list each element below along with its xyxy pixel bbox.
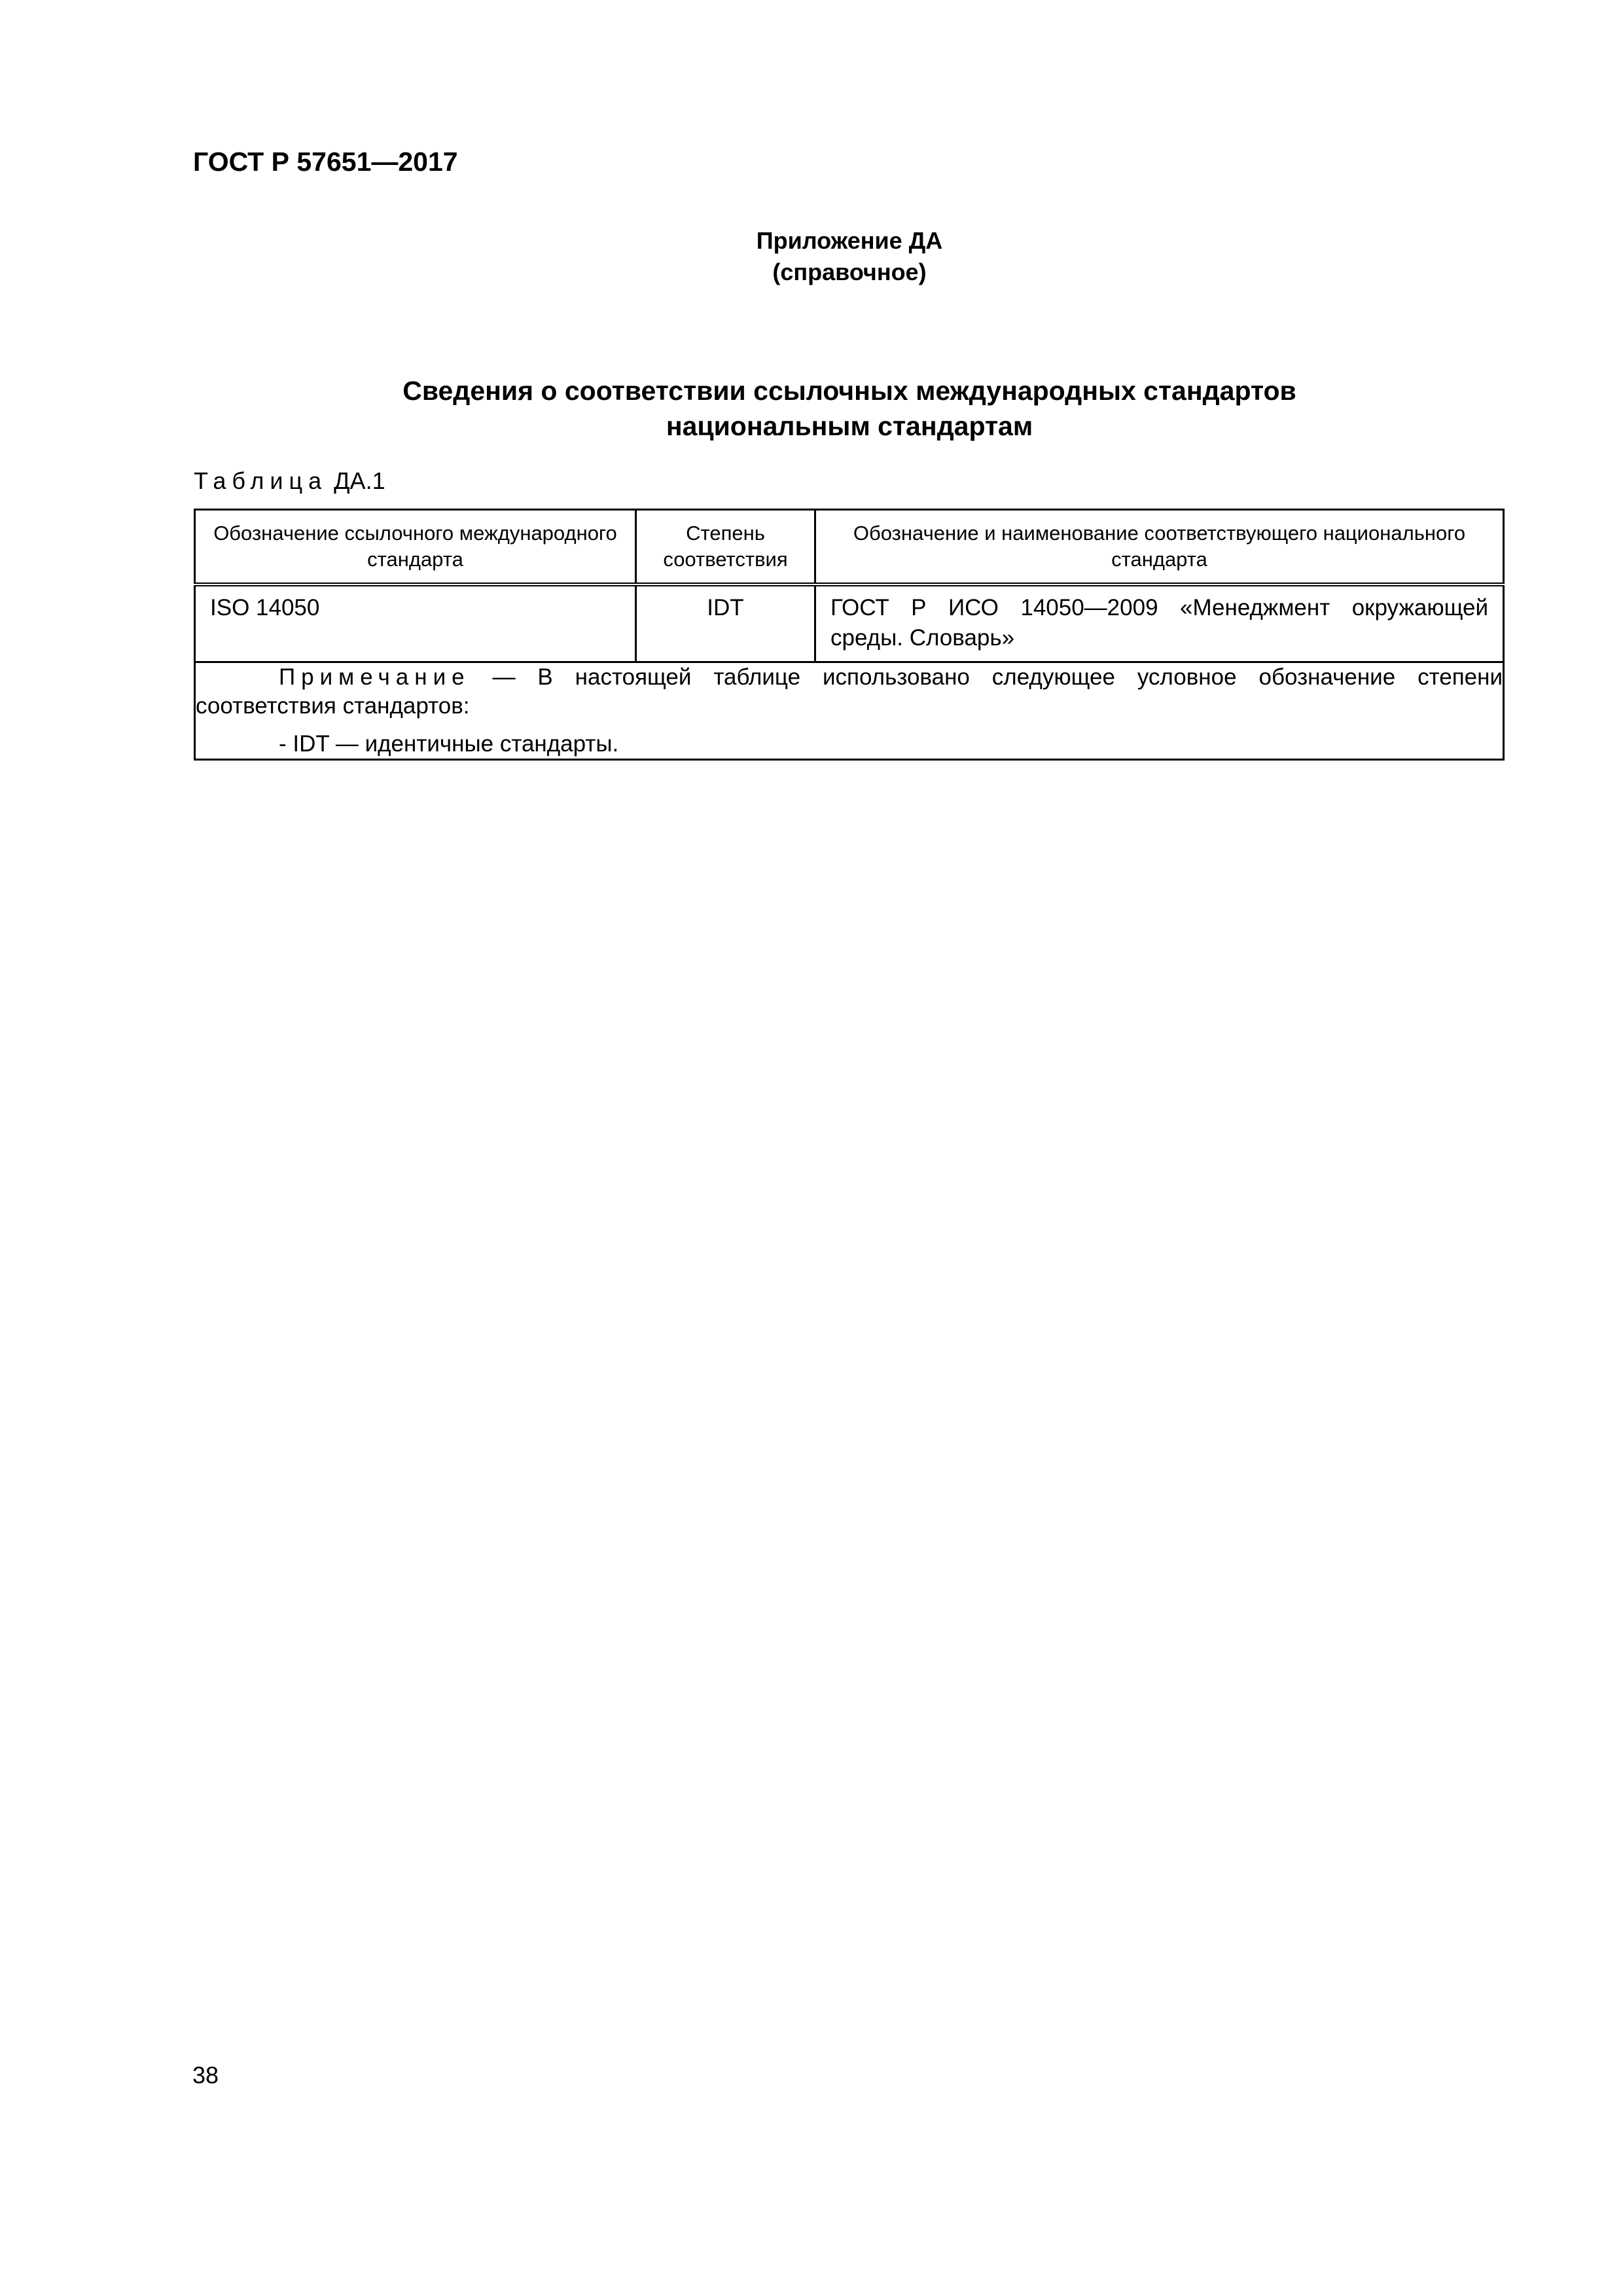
document-code: ГОСТ Р 57651—2017 — [193, 147, 458, 177]
appendix-heading — [0, 225, 1623, 288]
table-caption-word: Таблица — [194, 467, 328, 494]
appendix-title: Приложение ДА — [756, 227, 943, 254]
column-header-international: Обозначение ссылочного международного стандарта — [195, 510, 636, 585]
table-header-row — [195, 510, 1504, 585]
note-label: Примечание — [279, 664, 471, 690]
note-paragraph — [196, 663, 1503, 721]
cell-national-standard: ГОСТ Р ИСО 14050—2009 «Менеджмент окружающей среды. Словарь» — [815, 584, 1504, 662]
table-note — [195, 662, 1504, 760]
cell-international-standard: ISO 14050 — [195, 584, 636, 662]
note-text: — В настоящей таблице использовано следующее условное обозначение степени соответствия стандартов: — [196, 664, 1503, 719]
table-note-row — [195, 662, 1504, 760]
column-header-national: Обозначение и наименование соответствующего национального стандарта — [815, 510, 1504, 585]
table-caption-number: ДА.1 — [334, 467, 385, 494]
appendix-subtitle: (справочное) — [772, 259, 927, 285]
correspondence-table — [194, 509, 1505, 761]
section-title — [0, 373, 1623, 444]
section-title-line-2: национальным стандартам — [666, 411, 1033, 441]
column-header-degree: Степень соответствия — [636, 510, 815, 585]
note-list-item: - IDT — идентичные стандарты. — [279, 731, 619, 757]
page-number: 38 — [192, 2062, 219, 2089]
cell-degree: IDT — [636, 584, 815, 662]
section-title-line-1: Сведения о соответствии ссылочных международных стандартов — [402, 376, 1296, 406]
table-caption — [194, 467, 385, 495]
table-row — [195, 584, 1504, 662]
